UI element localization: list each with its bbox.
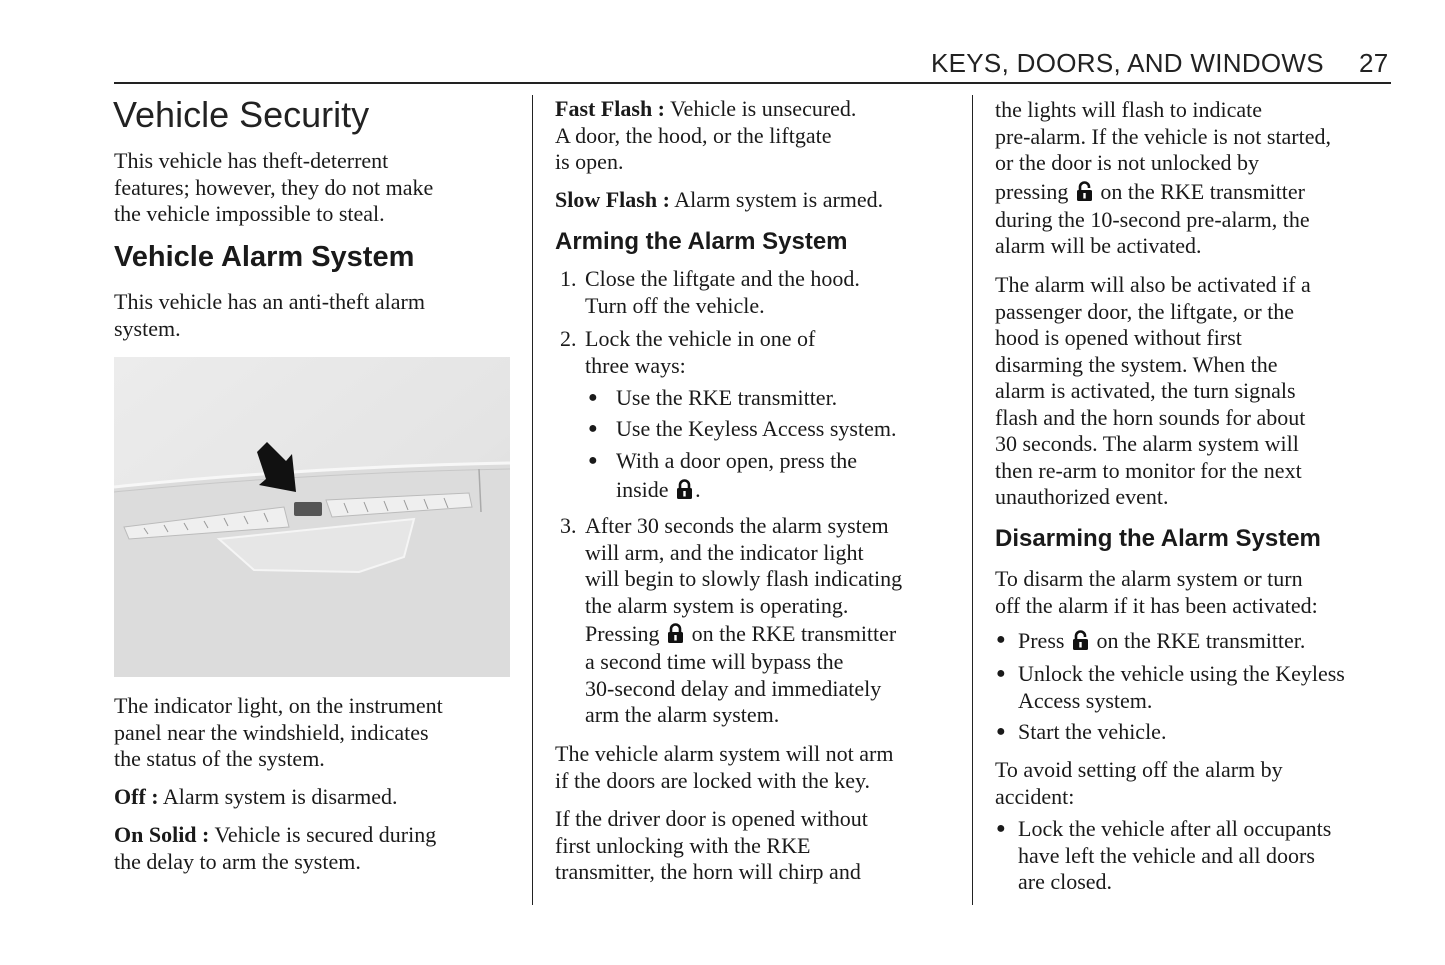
status-off	[114, 784, 398, 811]
text-line: On Solid : Vehicle is secured during	[114, 822, 437, 847]
text-line: The vehicle alarm system will not arm	[555, 741, 894, 766]
indicator-paragraph	[114, 693, 443, 773]
lock-icon	[667, 622, 684, 643]
step-number: 3.	[560, 513, 577, 538]
alarm-intro-paragraph	[114, 289, 425, 342]
arming-heading: Arming the Alarm System	[555, 228, 848, 255]
section-heading: Vehicle Alarm System	[114, 241, 415, 273]
key-note-paragraph	[555, 741, 893, 794]
text-line: This vehicle has theft-deterrent	[114, 148, 389, 173]
disarm-intro	[995, 566, 1318, 619]
running-header-section: KEYS, DOORS, AND WINDOWS	[931, 48, 1324, 78]
text-line: The alarm will also be activated if a	[995, 272, 1311, 297]
unlock-icon	[1072, 629, 1089, 650]
text-line: are closed.	[1018, 869, 1113, 894]
bullet-text	[616, 416, 896, 443]
status-label: Slow Flash :	[555, 187, 670, 212]
status-on-solid	[114, 822, 436, 875]
text-line: unauthorized event.	[995, 484, 1169, 509]
text-line: If the driver door is opened without	[555, 806, 868, 831]
text-line: features; however, they do not make	[114, 174, 434, 200]
text-line: alarm is activated, the turn signals	[995, 378, 1296, 403]
text-line: is open.	[555, 149, 624, 174]
text-line: alarm will be activated.	[995, 233, 1202, 258]
text-line: This vehicle has an anti-theft alarm	[114, 289, 425, 314]
text-line: Start the vehicle.	[1018, 719, 1167, 744]
text-line: the status of the system.	[114, 746, 325, 771]
column-divider	[532, 95, 533, 905]
text-line: if the doors are locked with the key.	[555, 767, 871, 793]
text-line: Access system.	[1018, 687, 1153, 713]
text-line: inside .	[616, 476, 701, 502]
prealarm-paragraph	[995, 97, 1331, 260]
text-line: the vehicle impossible to steal.	[114, 201, 385, 226]
text-line: disarming the system. When the	[995, 351, 1278, 377]
text-line: the lights will flash to indicate	[995, 97, 1263, 122]
bullet: ●	[588, 420, 598, 437]
intro-paragraph	[114, 148, 433, 228]
status-slow-flash	[555, 187, 883, 214]
text-line: first unlocking with the RKE	[555, 832, 811, 858]
step-text	[585, 266, 860, 319]
text-line: a second time will bypass the	[585, 649, 844, 674]
status-fast-flash	[555, 96, 856, 176]
driver-door-paragraph	[555, 806, 868, 886]
text-line: Unlock the vehicle using the Keyless	[1018, 661, 1345, 686]
text-line: Use the RKE transmitter.	[616, 385, 838, 410]
unlock-icon	[1076, 180, 1093, 201]
text-line: the delay to arm the system.	[114, 848, 361, 874]
page-title: Vehicle Security	[113, 94, 370, 135]
bullet-text	[1018, 661, 1345, 714]
text-line: A door, the hood, or the liftgate	[555, 122, 832, 148]
text-line: To avoid setting off the alarm by	[995, 757, 1283, 782]
header-rule	[114, 82, 1391, 84]
text-line: accident:	[995, 783, 1075, 809]
text-line: After 30 seconds the alarm system	[585, 513, 889, 538]
text-line: arm the alarm system.	[585, 702, 780, 727]
step-text	[585, 326, 815, 379]
text-line: With a door open, press the	[616, 448, 858, 473]
text-line: 30 seconds. The alarm system will	[995, 431, 1299, 456]
text-line: flash and the horn sounds for about	[995, 404, 1306, 430]
bullet: ●	[588, 452, 598, 469]
step-number: 1.	[560, 266, 577, 291]
bullet-text	[1018, 626, 1305, 656]
bullet-text	[1018, 719, 1166, 746]
lock-icon	[676, 478, 693, 499]
bullet-text	[616, 448, 857, 505]
bullet: ●	[996, 820, 1006, 837]
bullet-text	[1018, 816, 1331, 896]
column-divider	[972, 95, 973, 905]
text-line: To disarm the alarm system or turn	[995, 566, 1303, 591]
bullet: ●	[996, 665, 1006, 682]
text-line: Use the Keyless Access system.	[616, 416, 897, 441]
avoid-intro	[995, 757, 1283, 810]
text-line: Lock the vehicle after all occupants	[1018, 816, 1332, 841]
text-line: The indicator light, on the instrument	[114, 693, 443, 718]
text-line: during the 10-second pre-alarm, the	[995, 206, 1310, 232]
page-number: 27	[1359, 48, 1389, 78]
text-line: Slow Flash : Alarm system is armed.	[555, 187, 884, 212]
text-line: panel near the windshield, indicates	[114, 719, 429, 745]
text-line: or the door is not unlocked by	[995, 150, 1259, 175]
text-line: will begin to slowly flash indicating	[585, 566, 903, 591]
text-line: three ways:	[585, 352, 686, 378]
text-line: then re-arm to monitor for the next	[995, 457, 1302, 483]
text-line: Press on the RKE transmitter.	[1018, 628, 1306, 653]
text-line: transmitter, the horn will chirp and	[555, 859, 861, 884]
text-line: 30-second delay and immediately	[585, 675, 882, 701]
text-line: Fast Flash : Vehicle is unsecured.	[555, 96, 857, 121]
text-line: Lock the vehicle in one of	[585, 326, 816, 351]
text-line: system.	[114, 315, 181, 341]
status-label: On Solid :	[114, 822, 210, 847]
text-line: Off : Alarm system is disarmed.	[114, 784, 398, 809]
text-line: pre-alarm. If the vehicle is not started,	[995, 123, 1331, 149]
bullet: ●	[588, 389, 598, 406]
step-number: 2.	[560, 326, 577, 351]
disarming-heading: Disarming the Alarm System	[995, 525, 1321, 552]
indicator-light-illustration	[114, 357, 510, 677]
text-line: the alarm system is operating.	[585, 592, 849, 618]
text-line: Close the liftgate and the hood.	[585, 266, 860, 291]
bullet-text	[616, 385, 837, 412]
status-label: Fast Flash :	[555, 96, 665, 121]
text-line: Pressing on the RKE transmitter	[585, 621, 897, 646]
text-line: passenger door, the liftgate, or the	[995, 298, 1295, 324]
status-label: Off :	[114, 784, 159, 809]
step-text	[585, 513, 902, 729]
text-line: will arm, and the indicator light	[585, 539, 864, 565]
bullet: ●	[996, 631, 1006, 648]
text-line: hood is opened without first	[995, 325, 1242, 350]
text-line: Turn off the vehicle.	[585, 292, 765, 318]
text-line: off the alarm if it has been activated:	[995, 592, 1318, 618]
text-line: have left the vehicle and all doors	[1018, 842, 1315, 868]
bullet: ●	[996, 723, 1006, 740]
activation-paragraph	[995, 272, 1311, 511]
text-line: pressing on the RKE transmitter	[995, 178, 1306, 204]
